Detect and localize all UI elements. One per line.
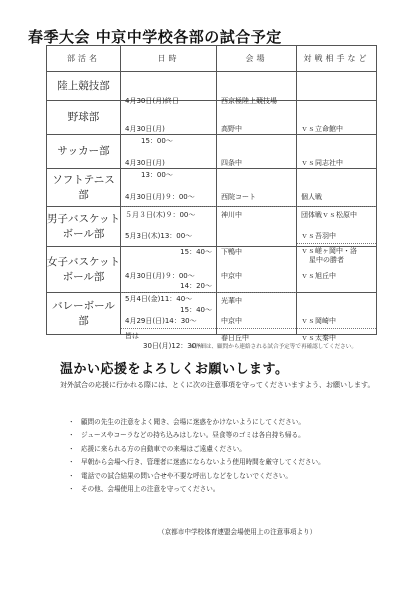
table-row (47, 135, 377, 169)
venue-line: 中京中 (221, 316, 242, 325)
header-club: 部活名 (47, 46, 121, 72)
bullet: ・ (68, 485, 75, 494)
date-line: 15：00～ (141, 136, 173, 145)
opponent-cell (297, 101, 377, 135)
schedule-note: ※詳細は、顧問から連絡される試合予定等で再確認してください。 (190, 344, 357, 350)
venue-line: 中京中 (221, 271, 242, 280)
page-title: 春季大会 中京中学校各部の試合予定 (28, 28, 282, 46)
row-divider (217, 206, 296, 207)
opponent-line: ｖｓ同志社中 (301, 158, 343, 167)
venue-line: 光華中 (221, 296, 242, 305)
opponent-cell (297, 72, 377, 101)
club-name: 野球部 (47, 101, 121, 135)
club-name: 男子バスケット ボール部 (47, 207, 121, 247)
bullet: ・ (68, 444, 75, 453)
list-item: ・ 応援に来られる方の自動車での来場はご遠慮ください。 (68, 443, 325, 456)
date-line: 皆は (125, 331, 139, 340)
opponent-line: ｖｓ嵯ヶ岡中・洛 (301, 246, 357, 255)
row-divider (121, 328, 216, 329)
opponent-cell (297, 135, 377, 169)
table-row (47, 101, 377, 135)
source-citation: （京都市中学校体育連盟会場使用上の注意事項より） (158, 528, 317, 536)
opponent-line: 個人戦 (301, 192, 322, 201)
list-item: ・ ジュースやコーラなどの持ち込みはしない。昼食等のゴミは各自持ち帰る。 (68, 429, 325, 442)
club-name: 陸上競技部 (47, 72, 121, 101)
opponent-line: 星中の勝者 (309, 255, 344, 264)
bullet: ・ (68, 418, 75, 426)
row-divider (297, 243, 376, 244)
intro-paragraph: 対外試合の応援に行かれる際には、とくに次の注意事項を守ってくださいますよう、お願いします。 (60, 381, 375, 389)
row-divider (217, 292, 296, 293)
opponent-line: 団体戦ｖｓ松原中 (301, 210, 357, 219)
venue-line: 西京極陸上競技場 (221, 97, 277, 105)
date-line: 5月4日(金)11：40～ (125, 294, 193, 303)
row-divider (121, 292, 216, 293)
header-venue: 会場 (217, 46, 297, 72)
date-line: 13：00～ (141, 170, 173, 179)
date-line: 5月3日(木)13：00～ (125, 231, 193, 240)
header-datetime: 日時 (121, 46, 217, 72)
date-line: 4月30日(月)終日 (125, 97, 179, 105)
table-row (47, 72, 377, 101)
club-name: 女子バスケット ボール部 (47, 247, 121, 293)
date-line: 4月30日(月)９：00～ (125, 271, 195, 280)
club-name: ソフトテニス部 (47, 169, 121, 207)
date-line: 4月29日(日)14：30～ (125, 316, 197, 325)
club-name: サッカー部 (47, 135, 121, 169)
date-line: ５月３日(木)９：00～ (125, 210, 196, 219)
venue-line: 四条中 (221, 158, 242, 167)
venue-cell (217, 72, 297, 105)
date-cell (121, 72, 217, 105)
date-line: 4月30日(月) (125, 158, 165, 167)
date-line: 14：20～ (180, 281, 212, 290)
bullet: ・ (68, 431, 75, 440)
bullet: ・ (68, 471, 75, 480)
row-divider (121, 206, 216, 207)
opponent-line: ｖｓ吾羽中 (301, 231, 336, 240)
opponent-cell (297, 293, 377, 342)
support-heading: 温かい応援をよろしくお願いします。 (60, 362, 289, 377)
list-item: ・ 顧問の先生の注意をよく聞き、会場に迷惑をかけないようにしてください。 (68, 416, 325, 429)
date-line: 4月30日(月) (125, 124, 165, 133)
venue-line: 下鴨中 (221, 247, 242, 256)
header-opponent: 対戦相手など (297, 46, 377, 72)
list-item: ・ 電話での試合結果の問い合せや不要な呼出しなどをしないでください。 (68, 470, 325, 483)
table-row (47, 169, 377, 207)
date-line: 4月30日(月)９：00～ (125, 192, 195, 201)
list-item: ・ その他、会場使用上の注意を守ってください。 (68, 483, 325, 496)
venue-line: 西院コート (221, 192, 256, 201)
club-name: バレーボール部 (47, 293, 121, 335)
opponent-line: ｖｓ旭丘中 (301, 271, 336, 280)
venue-line: 神川中 (221, 210, 242, 219)
list-item: ・ 早朝から会場へ行き、管理者に迷惑にならないよう使用時間を厳守してください。 (68, 456, 325, 469)
date-line: 15：40～ (180, 247, 212, 256)
venue-line: 高野中 (221, 124, 242, 133)
bullet: ・ (68, 458, 75, 467)
row-divider (297, 206, 376, 207)
venue-cell (217, 169, 297, 219)
venue-line: 春日丘中 (221, 333, 249, 342)
opponent-line: ｖｓ太秦中 (301, 333, 336, 342)
date-line: 15：40～ (180, 305, 212, 314)
row-divider (217, 328, 296, 329)
venue-cell (217, 135, 297, 169)
row-divider (297, 328, 376, 329)
date-line: 30日(月)12：30～ (143, 341, 204, 350)
opponent-line: ｖｓ岡崎中 (301, 316, 336, 325)
opponent-cell (297, 169, 377, 219)
opponent-line: ｖｓ立命館中 (301, 124, 343, 133)
rules-list (68, 416, 325, 496)
table-header-row (47, 46, 377, 72)
